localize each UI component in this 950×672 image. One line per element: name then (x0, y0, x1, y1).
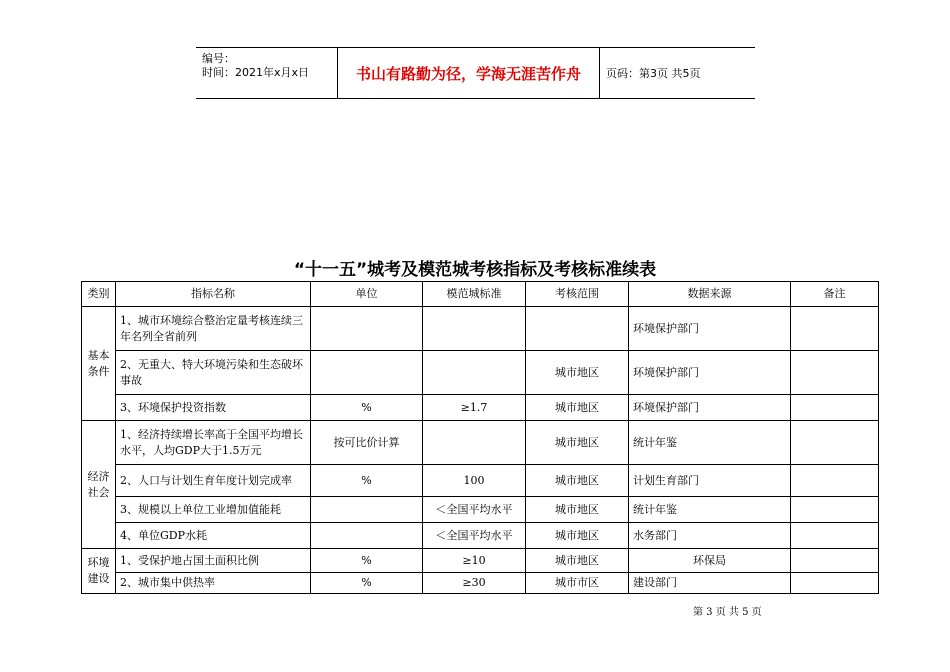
unit-cell: 按可比价计算 (311, 421, 423, 465)
category-cell: 经济社会 (82, 421, 116, 549)
category-cell: 环境建设 (82, 549, 116, 594)
page-header (196, 47, 755, 99)
source-cell: 计划生育部门 (629, 465, 791, 497)
table-row (82, 421, 879, 465)
remark-cell (791, 549, 879, 573)
remark-cell (791, 421, 879, 465)
indicator-name-cell: 2、城市集中供热率 (116, 573, 311, 594)
remark-cell (791, 395, 879, 421)
table-header-row (82, 282, 879, 307)
table-row (82, 573, 879, 594)
scope-cell: 城市地区 (526, 395, 629, 421)
unit-cell (311, 523, 423, 549)
column-header: 指标名称 (116, 282, 311, 307)
indicator-name-cell: 4、单位GDP水耗 (116, 523, 311, 549)
header-page-number: 页码：第3页 共5页 (606, 67, 701, 80)
page-footer: 第 3 页 共 5 页 (693, 607, 762, 618)
source-cell: 建设部门 (629, 573, 791, 594)
header-slogan: 书山有路勤为径，学海无涯苦作舟 (337, 48, 600, 98)
scope-cell: 城市地区 (526, 351, 629, 395)
source-cell: 统计年鉴 (629, 421, 791, 465)
standard-cell: 100 (423, 465, 526, 497)
category-cell: 基本条件 (82, 307, 116, 421)
standard-cell: ＜全国平均水平 (423, 523, 526, 549)
scope-cell: 城市地区 (526, 497, 629, 523)
indicator-name-cell: 2、人口与计划生育年度计划完成率 (116, 465, 311, 497)
document-number-label: 编号： (202, 52, 235, 65)
remark-cell (791, 573, 879, 594)
unit-cell: % (311, 549, 423, 573)
scope-cell: 城市地区 (526, 523, 629, 549)
source-cell: 环境保护部门 (629, 351, 791, 395)
column-header: 考核范围 (526, 282, 629, 307)
standard-cell: ≥1.7 (423, 395, 526, 421)
table-row (82, 465, 879, 497)
remark-cell (791, 497, 879, 523)
source-cell: 统计年鉴 (629, 497, 791, 523)
table-row (82, 549, 879, 573)
indicator-name-cell: 1、经济持续增长率高于全国平均增长水平，人均GDP大于1.5万元 (116, 421, 311, 465)
scope-cell (526, 307, 629, 351)
indicator-name-cell: 1、受保护地占国土面积比例 (116, 549, 311, 573)
standard-cell (423, 351, 526, 395)
remark-cell (791, 465, 879, 497)
remark-cell (791, 523, 879, 549)
standard-cell (423, 421, 526, 465)
scope-cell: 城市地区 (526, 465, 629, 497)
unit-cell: % (311, 465, 423, 497)
indicator-name-cell: 3、规模以上单位工业增加值能耗 (116, 497, 311, 523)
table-row (82, 307, 879, 351)
source-cell: 环境保护部门 (629, 307, 791, 351)
indicator-table (81, 281, 879, 594)
unit-cell: % (311, 395, 423, 421)
unit-cell: % (311, 573, 423, 594)
document-time-label: 时间：2021年x月x日 (202, 66, 310, 79)
column-header: 单位 (311, 282, 423, 307)
scope-cell: 城市地区 (526, 549, 629, 573)
unit-cell (311, 351, 423, 395)
source-cell: 环保局 (629, 549, 791, 573)
standard-cell (423, 307, 526, 351)
table-row (82, 351, 879, 395)
unit-cell (311, 497, 423, 523)
remark-cell (791, 351, 879, 395)
column-header: 数据来源 (629, 282, 791, 307)
source-cell: 环境保护部门 (629, 395, 791, 421)
column-header: 备注 (791, 282, 879, 307)
indicator-name-cell: 3、环境保护投资指数 (116, 395, 311, 421)
indicator-name-cell: 2、无重大、特大环境污染和生态破坏事故 (116, 351, 311, 395)
document-title: “十一五”城考及模范城考核指标及考核标准续表 (293, 260, 657, 280)
scope-cell: 城市地区 (526, 421, 629, 465)
header-info (196, 48, 337, 98)
column-header: 类别 (82, 282, 116, 307)
standard-cell: ≥10 (423, 549, 526, 573)
column-header: 模范城标准 (423, 282, 526, 307)
unit-cell (311, 307, 423, 351)
standard-cell: ≥30 (423, 573, 526, 594)
source-cell: 水务部门 (629, 523, 791, 549)
scope-cell: 城市市区 (526, 573, 629, 594)
indicator-name-cell: 1、城市环境综合整治定量考核连续三年名列全省前列 (116, 307, 311, 351)
standard-cell: ＜全国平均水平 (423, 497, 526, 523)
table-row (82, 523, 879, 549)
remark-cell (791, 307, 879, 351)
table-row (82, 497, 879, 523)
table-row (82, 395, 879, 421)
